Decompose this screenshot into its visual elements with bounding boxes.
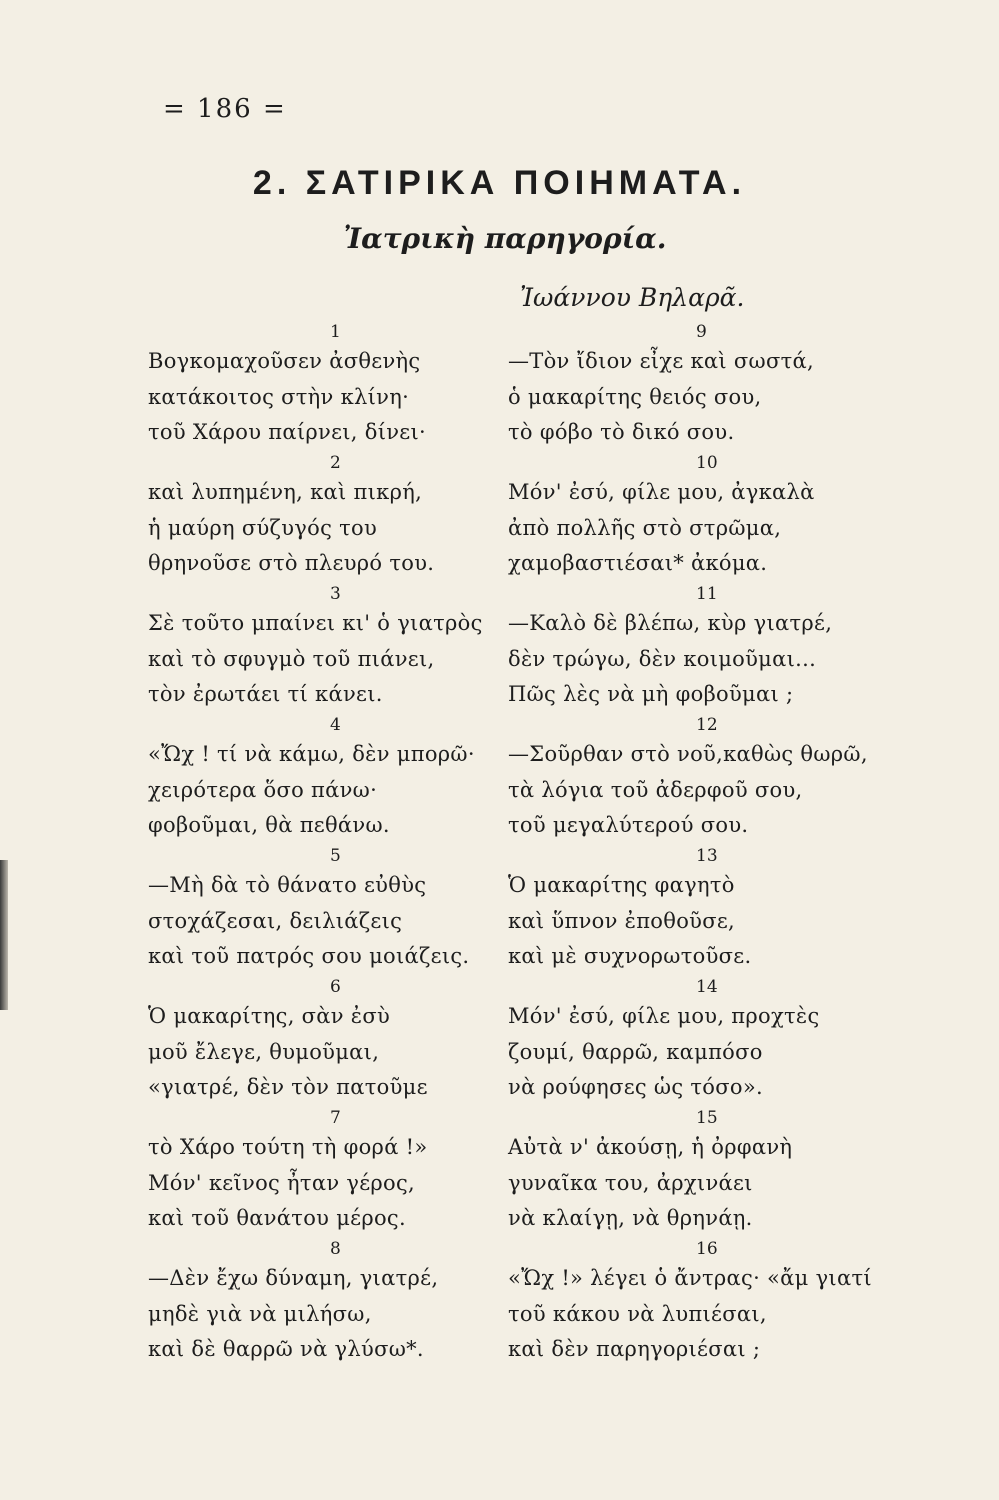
verse-line: καὶ λυπημένη, καὶ πικρή, bbox=[148, 480, 423, 504]
verse-line: καὶ τοῦ πατρός σου μοιάζεις. bbox=[148, 944, 470, 969]
verse-line: καὶ μὲ συχνορωτοῦσε. bbox=[508, 944, 752, 969]
stanza bbox=[148, 582, 528, 713]
right-column bbox=[508, 320, 908, 1368]
verse-line: —Σοῦρθαν στὸ νοῦ,καθὼς θωρῶ, bbox=[508, 742, 868, 766]
verse-line: τὸν ἐρωτάει τί κάνει. bbox=[148, 682, 383, 707]
verse-line: «γιατρέ, δὲν τὸν πατοῦμε bbox=[148, 1075, 428, 1100]
stanza-number: 9 bbox=[696, 322, 707, 342]
stanza bbox=[508, 582, 908, 713]
stanza-number: 13 bbox=[696, 846, 718, 866]
verse-line: ἡ μαύρη σύζυγός του bbox=[148, 515, 378, 540]
stanza-number: 1 bbox=[330, 322, 341, 342]
verse-line: νὰ ρούφησες ὡς τόσο». bbox=[508, 1075, 763, 1100]
stanza bbox=[148, 844, 528, 975]
stanza-number: 10 bbox=[696, 453, 718, 473]
verse-line: ζουμί, θαρρῶ, καμπόσο bbox=[508, 1039, 763, 1064]
verse-line: —Καλὸ δὲ βλέπω, κὺρ γιατρέ, bbox=[508, 611, 833, 635]
stanza bbox=[148, 975, 528, 1106]
verse-line: καὶ τοῦ θανάτου μέρος. bbox=[148, 1206, 406, 1231]
stanza-number: 2 bbox=[330, 453, 341, 473]
verse-line: καὶ δὲν παρηγοριέσαι ; bbox=[508, 1337, 761, 1362]
verse-line: Σὲ τοῦτο μπαίνει κι' ὁ γιατρὸς bbox=[148, 611, 483, 635]
verse-line: στοχάζεσαι, δειλιάζεις bbox=[148, 908, 403, 933]
stanza-number: 7 bbox=[330, 1108, 341, 1128]
verse-line: νὰ κλαίγῃ, νὰ θρηνάῃ. bbox=[508, 1206, 753, 1231]
verse-line: —Τὸν ἴδιον εἶχε καὶ σωστά, bbox=[508, 349, 814, 373]
stanza bbox=[148, 1106, 528, 1237]
stanza-number: 6 bbox=[330, 977, 341, 997]
stanza-number: 12 bbox=[696, 715, 718, 735]
page-number: = 186 = bbox=[163, 94, 287, 124]
stanza bbox=[148, 320, 528, 451]
stanza bbox=[148, 451, 528, 582]
verse-line: γυναῖκα του, ἀρχινάει bbox=[508, 1170, 753, 1195]
verse-line: χειρότερα ὅσο πάνω· bbox=[148, 777, 378, 802]
stanza-number: 3 bbox=[330, 584, 341, 604]
verse-line: Αὐτὰ ν' ἀκούσῃ, ἡ ὀρφανὴ bbox=[508, 1135, 793, 1159]
verse-line: Μόν' ἐσύ, φίλε μου, προχτὲς bbox=[508, 1004, 820, 1028]
verse-line: τὰ λόγια τοῦ ἀδερφοῦ σου, bbox=[508, 777, 803, 802]
verse-line: δὲν τρώγω, δὲν κοιμοῦμαι... bbox=[508, 646, 817, 671]
stanza bbox=[508, 844, 908, 975]
stanza bbox=[508, 320, 908, 451]
verse-line: Ὁ μακαρίτης φαγητὸ bbox=[508, 873, 735, 897]
verse-line: τοῦ κάκου νὰ λυπιέσαι, bbox=[508, 1301, 767, 1326]
verse-line: τὸ Χάρο τούτη τὴ φορά !» bbox=[148, 1135, 428, 1159]
verse-line: τοῦ Χάρου παίρνει, δίνει· bbox=[148, 420, 426, 445]
verse-line: Βογκομαχοῦσεν ἀσθενὴς bbox=[148, 349, 421, 373]
stanza bbox=[508, 1237, 908, 1368]
verse-line: Μόν' ἐσύ, φίλε μου, ἀγκαλὰ bbox=[508, 480, 815, 504]
poem-title: Ἰατρικὴ παρηγορία. bbox=[343, 222, 667, 255]
left-column bbox=[148, 320, 528, 1368]
stanza bbox=[508, 713, 908, 844]
verse-line: κατάκοιτος στὴν κλίνη· bbox=[148, 384, 410, 409]
author-name: Ἰωάννου Βηλαρᾶ. bbox=[520, 283, 745, 312]
verse-line: «Ὤχ ! τί νὰ κάμω, δὲν μπορῶ· bbox=[148, 742, 475, 766]
section-title: 2. ΣΑΤΙΡΙΚΑ ΠΟΙΗΜΑΤΑ. bbox=[252, 164, 747, 202]
verse-line: Μόν' κεῖνος ἦταν γέρος, bbox=[148, 1170, 416, 1195]
verse-line: Πῶς λὲς νὰ μὴ φοβοῦμαι ; bbox=[508, 682, 794, 707]
verse-line: —Μὴ δὰ τὸ θάνατο εὐθὺς bbox=[148, 873, 427, 897]
verse-line: χαμοβαστιέσαι* ἀκόμα. bbox=[508, 551, 768, 576]
stanza bbox=[508, 451, 908, 582]
stanza-number: 8 bbox=[330, 1239, 341, 1259]
stanza-number: 14 bbox=[696, 977, 718, 997]
verse-line: ἀπὸ πολλῆς στὸ στρῶμα, bbox=[508, 515, 782, 540]
stanza-number: 16 bbox=[696, 1239, 718, 1259]
verse-line: καὶ δὲ θαρρῶ νὰ γλύσω*. bbox=[148, 1337, 424, 1362]
stanza-number: 11 bbox=[696, 584, 718, 604]
verse-line: Ὁ μακαρίτης, σὰν ἐσὺ bbox=[148, 1004, 391, 1028]
verse-line: μοῦ ἔλεγε, θυμοῦμαι, bbox=[148, 1039, 380, 1064]
verse-line: μηδὲ γιὰ νὰ μιλήσω, bbox=[148, 1301, 372, 1326]
stanza-number: 15 bbox=[696, 1108, 718, 1128]
verse-line: φοβοῦμαι, θὰ πεθάνω. bbox=[148, 813, 390, 838]
page-edge-shadow bbox=[0, 860, 8, 1010]
stanza bbox=[508, 1106, 908, 1237]
verse-line: —Δὲν ἔχω δύναμη, γιατρέ, bbox=[148, 1266, 439, 1290]
verse-line: «Ὤχ !» λέγει ὁ ἄντρας· «ἄμ γιατί bbox=[508, 1266, 872, 1290]
stanza-number: 5 bbox=[330, 846, 341, 866]
verse-line: καὶ ὕπνον ἐποθοῦσε, bbox=[508, 908, 735, 933]
verse-line: τοῦ μεγαλύτερού σου. bbox=[508, 813, 749, 838]
verse-line: καὶ τὸ σφυγμὸ τοῦ πιάνει, bbox=[148, 646, 435, 671]
stanza bbox=[148, 713, 528, 844]
stanza bbox=[148, 1237, 528, 1368]
stanza bbox=[508, 975, 908, 1106]
verse-line: τὸ φόβο τὸ δικό σου. bbox=[508, 420, 735, 445]
stanza-number: 4 bbox=[330, 715, 341, 735]
verse-line: ὁ μακαρίτης θειός σου, bbox=[508, 384, 762, 409]
verse-line: θρηνοῦσε στὸ πλευρό του. bbox=[148, 551, 435, 576]
